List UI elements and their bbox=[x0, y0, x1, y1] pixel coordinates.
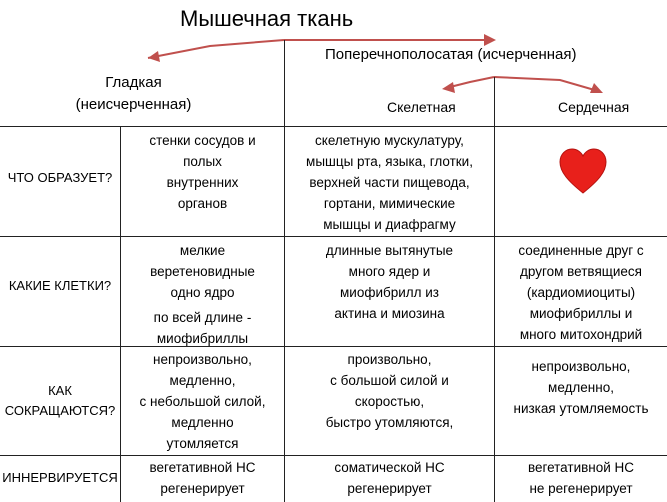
cell-line: медленно, bbox=[548, 380, 614, 395]
cell-line: мышцы рта, языка, глотки, bbox=[306, 154, 473, 169]
arrowhead-cardiac bbox=[590, 83, 603, 93]
cell-line: регенерирует bbox=[347, 481, 432, 496]
cell-line: гортани, мимические bbox=[323, 196, 456, 211]
cell-line: скелетную мускулатуру, bbox=[315, 133, 464, 148]
smooth-header-line-2: (неисчерченная) bbox=[75, 96, 192, 113]
row-label-text: КАКИЕ КЛЕТКИ? bbox=[8, 278, 112, 293]
skeletal-header: Скелетная bbox=[387, 99, 456, 115]
row-label-text: ИННЕРВИРУЕТСЯ bbox=[2, 470, 118, 485]
cell-cardiac-contract bbox=[495, 356, 667, 419]
cell-skeletal-forms bbox=[285, 130, 494, 235]
cell-line: произвольно, bbox=[347, 352, 432, 367]
cell-line: верхней части пищевода, bbox=[309, 175, 470, 190]
row-label-cells bbox=[0, 276, 120, 296]
cell-line: низкая утомляемость bbox=[513, 401, 649, 416]
cell-line: миофибрилл из bbox=[340, 285, 439, 300]
cell-skeletal-cells bbox=[285, 240, 494, 324]
cell-line: внутренних bbox=[166, 175, 239, 190]
cell-line: полых bbox=[183, 154, 222, 169]
cell-line: длинные вытянутые bbox=[325, 243, 454, 258]
cell-line: медленно bbox=[171, 415, 234, 430]
cell-skeletal-contract bbox=[285, 349, 494, 433]
cell-line: утомляется bbox=[166, 436, 239, 451]
arrowhead-striated bbox=[484, 34, 496, 46]
cell-line: много митохондрий bbox=[519, 327, 643, 342]
cell-smooth-innervation bbox=[121, 457, 284, 499]
cell-line: мелкие bbox=[179, 243, 226, 258]
cell-skeletal-innervation bbox=[285, 457, 494, 499]
row-label-text: КАК bbox=[48, 383, 72, 398]
cell-line: непроизвольно, bbox=[531, 359, 631, 374]
cell-line: непроизвольно, bbox=[153, 352, 252, 367]
smooth-header bbox=[0, 72, 267, 116]
cell-line: мышцы и диафрагму bbox=[323, 217, 456, 232]
cell-smooth-cells bbox=[121, 240, 284, 349]
cell-line: медленно, bbox=[169, 373, 236, 388]
cell-line: с небольшой силой, bbox=[139, 394, 266, 409]
cell-line: соединенные друг с bbox=[518, 243, 644, 258]
cell-cardiac-cells bbox=[495, 240, 667, 345]
cell-line: органов bbox=[177, 196, 228, 211]
cell-line: актина и миозина bbox=[334, 306, 445, 321]
cell-line: соматической НС bbox=[334, 460, 445, 475]
row-label-forms bbox=[0, 168, 120, 188]
cell-smooth-forms bbox=[121, 130, 284, 214]
cell-line: одно ядро bbox=[170, 285, 235, 300]
arrow-to-smooth bbox=[148, 40, 284, 58]
cell-line: регенерирует bbox=[160, 481, 245, 496]
arrowhead-skeletal bbox=[442, 82, 455, 93]
cell-line: веретеновидные bbox=[150, 264, 255, 279]
table-line-4 bbox=[0, 455, 667, 456]
cell-line: много ядер и bbox=[348, 264, 431, 279]
cell-line: по всей длине - bbox=[153, 310, 252, 325]
table-line-1 bbox=[0, 126, 667, 127]
arrowhead-smooth bbox=[148, 51, 160, 62]
row-label-innervation bbox=[0, 468, 120, 488]
cell-cardiac-innervation bbox=[495, 457, 667, 499]
cell-line: стенки сосудов и bbox=[149, 133, 256, 148]
cell-line: с большой силой и bbox=[330, 373, 449, 388]
cell-line: скоростью, bbox=[354, 394, 425, 409]
cell-smooth-contract bbox=[121, 349, 284, 454]
page-title: Мышечная ткань bbox=[180, 6, 354, 31]
arrow-to-cardiac bbox=[494, 77, 598, 91]
cardiac-header: Сердечная bbox=[558, 99, 630, 115]
cell-line: миофибриллы и bbox=[529, 306, 633, 321]
row-label-text: СОКРАЩАЮТСЯ? bbox=[4, 403, 116, 418]
cell-line: вегетативной НС bbox=[149, 460, 256, 475]
cell-line: другом ветвящиеся bbox=[520, 264, 642, 279]
cell-line: миофибриллы bbox=[156, 331, 249, 346]
cell-line: вегетативной НС bbox=[527, 460, 635, 475]
table-line-2 bbox=[0, 236, 667, 237]
striated-header: Поперечнополосатая (исчерченная) bbox=[325, 46, 577, 63]
cell-line: (кардиомиоциты) bbox=[526, 285, 636, 300]
row-label-contract bbox=[0, 381, 120, 421]
cell-line: быстро утомляются, bbox=[325, 415, 454, 430]
cell-line: не регенерирует bbox=[529, 481, 633, 496]
heart-icon bbox=[558, 148, 608, 196]
table-line-3 bbox=[0, 346, 667, 347]
smooth-header-line-1: Гладкая bbox=[105, 74, 162, 91]
row-label-text: ЧТО ОБРАЗУЕТ? bbox=[7, 170, 113, 185]
